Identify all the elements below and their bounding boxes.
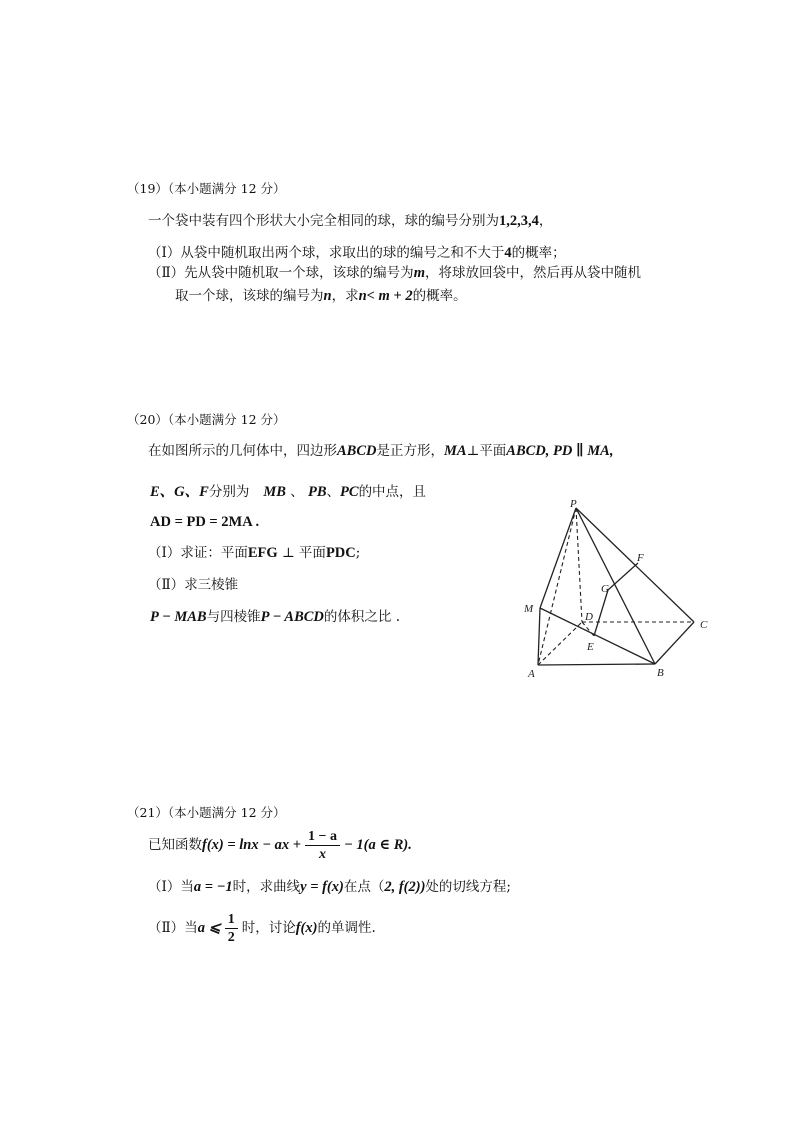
q19-part2-math-ineq: n< m + 2 bbox=[358, 288, 413, 304]
edge-ge bbox=[594, 590, 608, 636]
q19-part2-text-d: ，求 bbox=[331, 288, 359, 304]
q20-stem bbox=[148, 442, 613, 460]
q20-stem-math-rest: ABCD, PD ∥ MA, bbox=[506, 443, 614, 459]
q21-part1 bbox=[148, 878, 511, 896]
edge-ab bbox=[538, 664, 655, 665]
q21-part1-text-a: 当 bbox=[180, 879, 194, 895]
q20-stem-math-ma: MA bbox=[444, 443, 467, 459]
q19-stem-math: 1,2,3,4 bbox=[499, 213, 539, 229]
q21-part2 bbox=[148, 909, 376, 947]
q21-stem bbox=[148, 826, 412, 864]
fraction-denominator: x bbox=[319, 846, 326, 862]
q20-part2 bbox=[148, 576, 238, 594]
q21-stem-math-a: f(x) = lnx − ax + bbox=[202, 837, 302, 853]
label-c: C bbox=[700, 619, 708, 631]
q19-header: （19）（本小题满分 12 分） bbox=[127, 181, 286, 196]
q20-stem-math-abcd: ABCD bbox=[337, 443, 377, 459]
q21-part1-math-a: a = −1 bbox=[193, 879, 233, 895]
edge-bc bbox=[655, 622, 694, 664]
q20-line2 bbox=[150, 483, 426, 501]
edge-ma bbox=[538, 608, 540, 665]
q20-part2-text-a: 求三棱锥 bbox=[184, 577, 239, 593]
q20-part1-math-efg: EFG bbox=[247, 545, 278, 561]
edge-fg bbox=[608, 563, 638, 590]
q20-part2-math-pmab: P − MAB bbox=[150, 609, 207, 625]
q20-line2-math-pb: PB bbox=[308, 484, 327, 500]
label-a: A bbox=[528, 668, 535, 680]
q20-part1-text-a: 求证：平面 bbox=[180, 545, 248, 561]
q21-stem-fraction bbox=[305, 828, 340, 863]
q21-part2-math-a: a ⩽ bbox=[197, 920, 221, 936]
edge-pm bbox=[540, 508, 576, 608]
q21-stem-math-b: − 1(a ∈ R). bbox=[344, 837, 412, 853]
q20-geometry-figure bbox=[510, 495, 725, 685]
q20-part2-text-c: 的体积之比 . bbox=[323, 609, 400, 625]
q20-part2-label: （Ⅱ） bbox=[148, 577, 185, 593]
q21-part1-math-point: 2, f(2)) bbox=[384, 879, 426, 895]
q19-part1-label: （Ⅰ） bbox=[148, 245, 181, 261]
q19-part2-text-c: 取一个球，该球的编号为 bbox=[175, 288, 324, 304]
q20-line2-math-mb: MB bbox=[263, 484, 286, 500]
q20-part1-text-c: ; bbox=[355, 545, 361, 561]
q19-stem bbox=[148, 212, 552, 230]
edge-mb bbox=[540, 608, 655, 664]
q21-part2-fraction bbox=[225, 911, 238, 946]
q19-part2-label: （Ⅱ） bbox=[148, 265, 185, 281]
edge-ad-hidden bbox=[538, 622, 582, 665]
edge-pd-hidden bbox=[576, 508, 582, 622]
q20-line2-math-egf: E、G、F bbox=[150, 484, 209, 500]
q20-line2-text-d: 的中点，且 bbox=[358, 484, 427, 500]
q19-part2-math-n: n bbox=[323, 288, 332, 304]
q20-line2-text-a: 分别为 bbox=[208, 484, 250, 500]
edge-pa-hidden bbox=[538, 508, 576, 665]
q19-part1-end: 的概率； bbox=[511, 245, 566, 261]
q21-part2-math-fx: f(x) bbox=[295, 920, 318, 936]
label-g: G bbox=[601, 583, 609, 595]
q19-part1-math: 4 bbox=[504, 245, 512, 261]
label-p: P bbox=[570, 498, 577, 510]
q19-part2-cont bbox=[175, 287, 467, 305]
q19-part2 bbox=[148, 264, 641, 282]
q20-part1-math-pdc: PDC bbox=[325, 545, 356, 561]
q19-part2-text-a: 先从袋中随机取一个球，该球的编号为 bbox=[184, 265, 414, 281]
label-f: F bbox=[637, 552, 644, 564]
fraction-numerator: 1 bbox=[225, 911, 238, 929]
q19-part2-text-b: ，将球放回袋中，然后再从袋中随机 bbox=[424, 265, 641, 281]
q19-part2-text-e: 的概率。 bbox=[412, 288, 467, 304]
q20-line2-text-b: 、 bbox=[285, 484, 308, 500]
fraction-denominator: 2 bbox=[227, 929, 235, 945]
q19-part2-math-m: m bbox=[413, 265, 425, 281]
q20-part2-math-pabcd: P − ABCD bbox=[260, 609, 324, 625]
label-d: D bbox=[585, 611, 593, 623]
q20-stem-text-b: 是正方形， bbox=[376, 443, 444, 459]
label-b: B bbox=[657, 667, 664, 679]
q19-stem-text: 一个袋中装有四个形状大小完全相同的球，球的编号分别为 bbox=[148, 213, 499, 229]
label-m: M bbox=[524, 603, 534, 615]
q21-part1-text-c: 在点（ bbox=[343, 879, 385, 895]
q20-part2-cont bbox=[150, 608, 400, 626]
q21-header: （21）（本小题满分 12 分） bbox=[127, 805, 286, 820]
q21-part2-text-b: 时，讨论 bbox=[241, 920, 296, 936]
q21-part1-text-b: 时，求曲线 bbox=[232, 879, 301, 895]
q21-part1-math-curve: y = f(x) bbox=[300, 879, 344, 895]
q20-stem-text-a: 在如图所示的几何体中，四边形 bbox=[148, 443, 337, 459]
q19-stem-end: ， bbox=[538, 213, 553, 229]
q19-part1-text: 从袋中随机取出两个球，求取出的球的编号之和不大于 bbox=[180, 245, 505, 261]
q20-part1-label: （Ⅰ） bbox=[148, 545, 181, 561]
q20-part1 bbox=[148, 544, 360, 562]
q21-part2-text-a: 当 bbox=[184, 920, 198, 936]
fraction-numerator: 1 − a bbox=[305, 828, 340, 846]
q20-line2-math-pc: PC bbox=[340, 484, 359, 500]
q20-header: （20）（本小题满分 12 分） bbox=[127, 412, 286, 427]
q21-part2-label: （Ⅱ） bbox=[148, 920, 185, 936]
q21-part1-text-d: 处的切线方程; bbox=[425, 879, 511, 895]
q20-line2-text-c: 、 bbox=[326, 484, 341, 500]
q20-line3: AD = PD = 2MA . bbox=[150, 514, 260, 530]
q19-part1 bbox=[148, 244, 566, 262]
q21-part2-text-c: 的单调性. bbox=[317, 920, 376, 936]
q20-part1-text-b: ⊥ 平面 bbox=[277, 545, 326, 561]
q20-part2-text-b: 与四棱锥 bbox=[206, 609, 261, 625]
q21-part1-label: （Ⅰ） bbox=[148, 879, 181, 895]
q20-stem-text-c: ⊥平面 bbox=[466, 443, 507, 459]
q21-stem-text: 已知函数 bbox=[148, 837, 202, 853]
label-e: E bbox=[587, 641, 594, 653]
